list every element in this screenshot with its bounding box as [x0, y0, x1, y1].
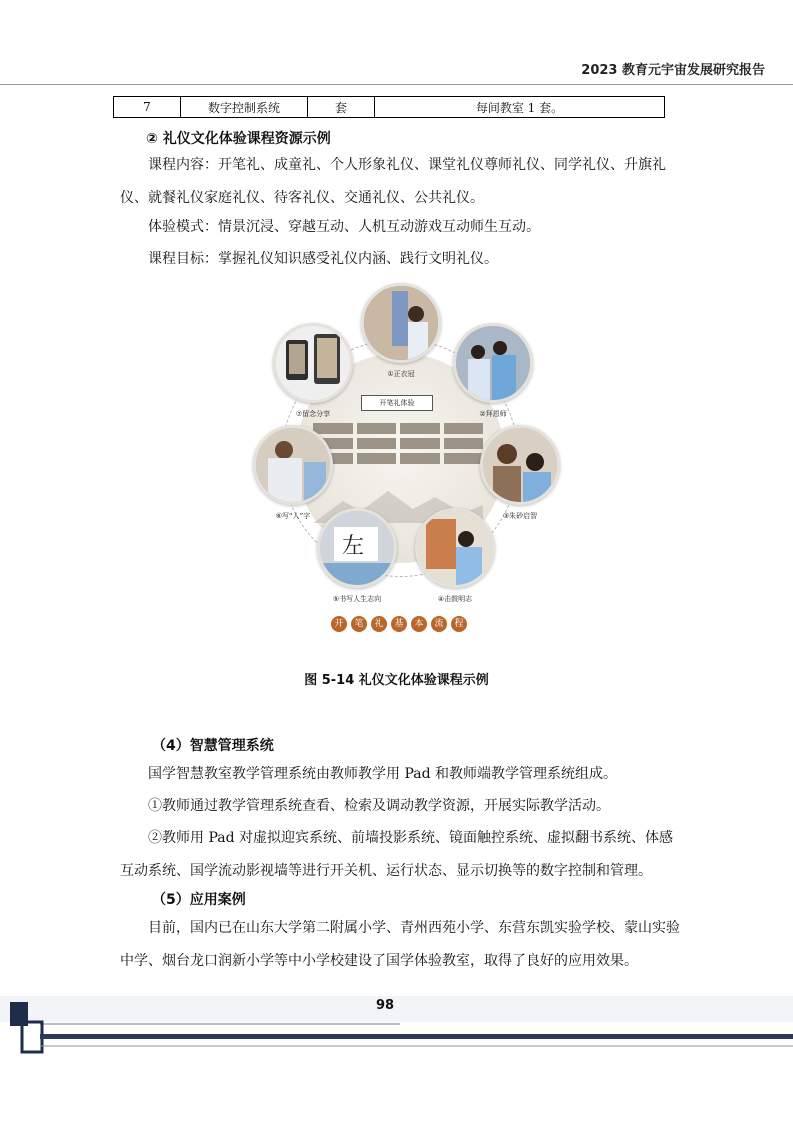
flow-step-2: [453, 323, 533, 418]
step-label: ⑤书写人生志向: [332, 595, 382, 603]
course-goal: 课程目标：掌握礼仪知识感受礼仪内涵、践行文明礼仪。: [148, 251, 498, 267]
svg-text:左: 左: [342, 534, 365, 559]
step-label: ②拜恩师: [479, 410, 507, 418]
step-photo: [361, 283, 441, 363]
flow-title-seals: [331, 616, 467, 632]
etiquette-flow-figure: [235, 283, 565, 643]
cell-note: 每间教室 1 套。: [375, 97, 665, 118]
panel-cell: [357, 453, 397, 464]
page-number: 98: [376, 998, 395, 1013]
cases-paragraph: 目前，国内已在山东大学第二附属小学、青州西苑小学、东营东凯实验学校、蒙山实验中学、烟台龙口润新小学等中小学校建设了国学体验教室，取得了良好的应用效果。: [120, 920, 680, 969]
step-photo: [480, 425, 560, 505]
seal-char: 笔: [351, 616, 367, 632]
seal-char: 流: [431, 616, 447, 632]
management-point-1: ①教师通过教学管理系统查看、检索及调动教学资源，开展实际教学活动。: [148, 798, 610, 814]
experience-mode: 体验模式：情景沉浸、穿越互动、人机互动游戏互动师生互动。: [148, 219, 540, 235]
panel-cell: [400, 423, 440, 434]
page-footer: [0, 988, 793, 1058]
flow-step-4: [415, 508, 495, 603]
footer-decoration: [0, 988, 793, 1058]
figure-caption: 图 5-14 礼仪文化体验课程示例: [304, 673, 489, 688]
seal-char: 程: [451, 616, 467, 632]
course-content: 课程内容：开笔礼、成童礼、个人形象礼仪、课堂礼仪尊师礼仪、同学礼仪、升旗礼仪、就餐礼仪家庭礼仪、待客礼仪、交通礼仪、公共礼仪。: [120, 157, 666, 206]
cell-no: 7: [114, 97, 181, 118]
management-intro: 国学智慧教室教学管理系统由教师教学用 Pad 和教师端教学管理系统组成。: [148, 766, 617, 782]
step-label: ①正衣冠: [387, 370, 415, 378]
seal-char: 开: [331, 616, 347, 632]
cell-unit: 套: [308, 97, 375, 118]
cell-name: 数字控制系统: [181, 97, 308, 118]
step-photo: [453, 323, 533, 403]
step-label: ⑦留念分享: [295, 410, 331, 418]
table-row: [114, 97, 665, 118]
panel-cell: [444, 453, 484, 464]
seal-char: 本: [411, 616, 427, 632]
step-photo: [253, 425, 333, 505]
panel-cell: [400, 438, 440, 449]
panel-cell: [357, 438, 397, 449]
report-title: 2023 教育元宇宙发展研究报告: [581, 63, 765, 78]
header-rule: [0, 84, 793, 85]
seal-char: 礼: [371, 616, 387, 632]
step-label: ⑥写“人”字: [275, 512, 311, 520]
center-panel-grid: [313, 423, 483, 464]
panel-cell: [444, 423, 484, 434]
panel-cell: [400, 453, 440, 464]
step-photo: [415, 508, 495, 588]
figure-banner: 开笔礼体验: [361, 395, 433, 411]
flow-step-1: [361, 283, 441, 378]
section-heading-management: （4）智慧管理系统: [152, 738, 274, 754]
equipment-table: [113, 96, 665, 118]
seal-char: 基: [391, 616, 407, 632]
step-label: ③朱砂启智: [502, 512, 538, 520]
step-photo: [273, 323, 353, 403]
flow-step-7: [273, 323, 353, 418]
flow-step-6: [253, 425, 333, 520]
step-label: ④击鼓明志: [437, 595, 473, 603]
panel-cell: [357, 423, 397, 434]
section-heading-etiquette: ② 礼仪文化体验课程资源示例: [146, 131, 331, 147]
flow-step-3: [480, 425, 560, 520]
section-heading-cases: （5）应用案例: [152, 892, 246, 908]
panel-cell: [444, 438, 484, 449]
management-point-2: ②教师用 Pad 对虚拟迎宾系统、前墙投影系统、镜面触控系统、虚拟翻书系统、体感互动系统、国学流动影视墙等进行开关机、运行状态、显示切换等的数字控制和管理。: [120, 830, 673, 879]
